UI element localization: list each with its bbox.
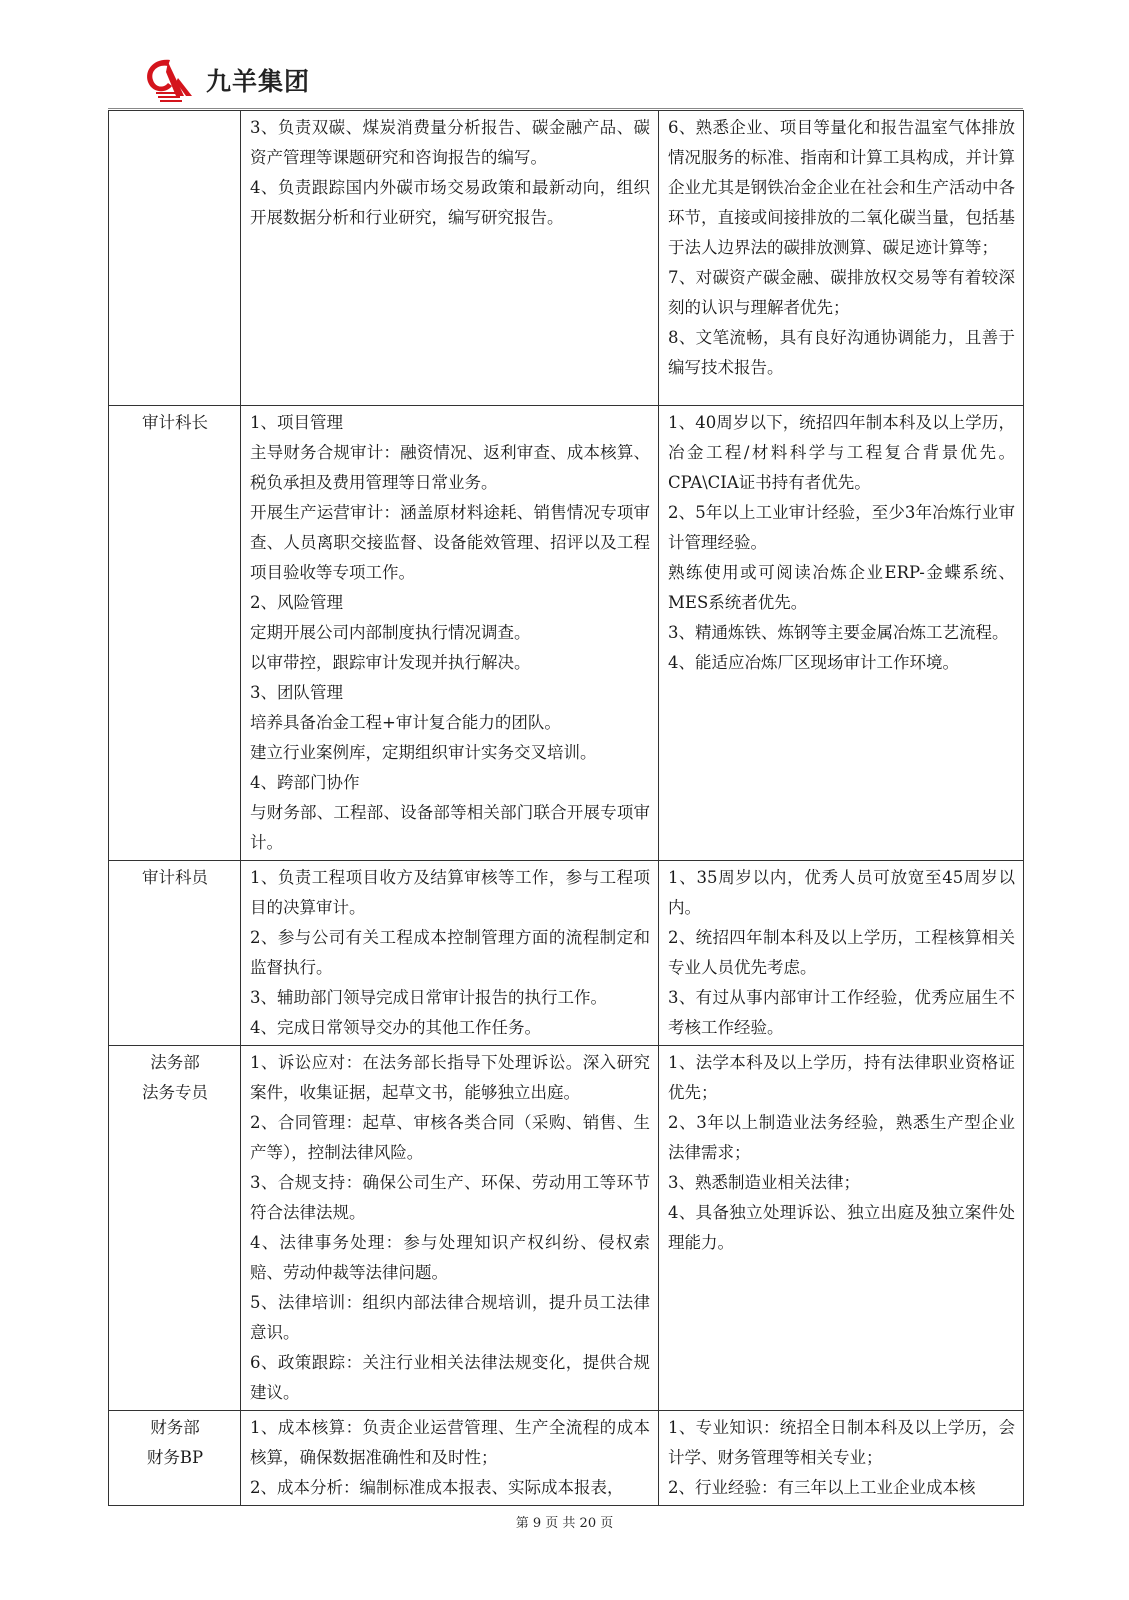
duties-cell bbox=[241, 1046, 659, 1411]
position-title: 法务专员 bbox=[142, 1083, 208, 1102]
duty-line: 5、法律培训：组织内部法律合规培训，提升员工法律意识。 bbox=[250, 1293, 650, 1342]
page-header bbox=[140, 52, 440, 102]
requirement-line: 3、精通炼铁、炼钢等主要金属冶炼工艺流程。 bbox=[668, 623, 1009, 642]
duty-line: 以审带控，跟踪审计发现并执行解决。 bbox=[250, 653, 531, 672]
duties-cell bbox=[241, 406, 659, 861]
requirement-line: 1、35周岁以内，优秀人员可放宽至45周岁以内。 bbox=[668, 868, 1015, 917]
duty-line: 3、团队管理 bbox=[250, 683, 343, 702]
duty-line: 2、成本分析：编制标准成本报表、实际成本报表， bbox=[250, 1478, 624, 1497]
requirement-line: 2、3年以上制造业法务经验，熟悉生产型企业法律需求； bbox=[668, 1113, 1015, 1162]
duty-line: 4、法律事务处理：参与处理知识产权纠纷、侵权索赔、劳动仲裁等法律问题。 bbox=[250, 1233, 650, 1282]
duty-line: 2、风险管理 bbox=[250, 593, 343, 612]
duty-line: 1、诉讼应对：在法务部长指导下处理诉讼。深入研究案件，收集证据，起草文书，能够独立出庭。 bbox=[250, 1053, 650, 1102]
duty-line: 2、参与公司有关工程成本控制管理方面的流程制定和监督执行。 bbox=[250, 928, 650, 977]
header-divider bbox=[108, 108, 1023, 109]
table-row bbox=[109, 1411, 1024, 1506]
position-title-cell bbox=[109, 1411, 241, 1506]
requirement-line: 2、统招四年制本科及以上学历，工程核算相关专业人员优先考虑。 bbox=[668, 928, 1015, 977]
duty-line: 定期开展公司内部制度执行情况调查。 bbox=[250, 623, 531, 642]
duty-line: 培养具备冶金工程+审计复合能力的团队。 bbox=[250, 713, 561, 732]
requirement-line: 1、专业知识：统招全日制本科及以上学历，会计学、财务管理等相关专业； bbox=[668, 1418, 1015, 1467]
position-title: 财务BP bbox=[146, 1448, 204, 1467]
duty-line: 建立行业案例库，定期组织审计实务交叉培训。 bbox=[250, 743, 597, 762]
requirement-line: 2、5年以上工业审计经验，至少3年冶炼行业审计管理经验。 bbox=[668, 503, 1015, 552]
duty-line: 4、完成日常领导交办的其他工作任务。 bbox=[250, 1018, 541, 1037]
table-row bbox=[109, 1046, 1024, 1411]
requirement-line: 4、具备独立处理诉讼、独立出庭及独立案件处理能力。 bbox=[668, 1203, 1015, 1252]
duty-line: 3、辅助部门领导完成日常审计报告的执行工作。 bbox=[250, 988, 607, 1007]
duty-line: 2、合同管理：起草、审核各类合同（采购、销售、生产等），控制法律风险。 bbox=[250, 1113, 650, 1162]
requirements-cell bbox=[659, 1046, 1024, 1411]
company-name: 九羊集团 bbox=[206, 67, 311, 96]
requirement-line: 2、行业经验：有三年以上工业企业成本核 bbox=[668, 1478, 976, 1497]
department-name: 财务部 bbox=[150, 1418, 200, 1437]
position-title-cell bbox=[109, 1046, 241, 1411]
requirement-line: 1、法学本科及以上学历，持有法律职业资格证优先； bbox=[668, 1053, 1015, 1102]
department-name: 法务部 bbox=[150, 1053, 200, 1072]
position-title-cell bbox=[109, 111, 241, 406]
duty-line: 主导财务合规审计：融资情况、返利审查、成本核算、税负承担及费用管理等日常业务。 bbox=[250, 443, 650, 492]
duty-line: 3、负责双碳、煤炭消费量分析报告、碳金融产品、碳资产管理等课题研究和咨询报告的编写。 bbox=[250, 118, 650, 167]
page-number: 第 9 页 共 20 页 bbox=[515, 1516, 614, 1531]
duty-line: 6、政策跟踪：关注行业相关法律法规变化，提供合规建议。 bbox=[250, 1353, 650, 1402]
requirement-line: 7、对碳资产碳金融、碳排放权交易等有着较深刻的认识与理解者优先； bbox=[668, 268, 1015, 317]
duty-line: 4、跨部门协作 bbox=[250, 773, 360, 792]
position-title-cell bbox=[109, 861, 241, 1046]
duty-line: 1、成本核算：负责企业运营管理、生产全流程的成本核算，确保数据准确性和及时性； bbox=[250, 1418, 650, 1467]
requirement-line: 熟练使用或可阅读冶炼企业ERP-金蝶系统、MES系统者优先。 bbox=[668, 563, 1015, 612]
duty-line: 1、负责工程项目收方及结算审核等工作，参与工程项目的决算审计。 bbox=[250, 868, 650, 917]
requirement-line: 3、有过从事内部审计工作经验，优秀应届生不考核工作经验。 bbox=[668, 988, 1015, 1037]
duty-line: 开展生产运营审计：涵盖原材料途耗、销售情况专项审查、人员离职交接监督、设备能效管理、招评以及工程项目验收等专项工作。 bbox=[250, 503, 650, 582]
duty-line: 4、负责跟踪国内外碳市场交易政策和最新动向，组织开展数据分析和行业研究，编写研究报告。 bbox=[250, 178, 650, 227]
position-title: 审计科长 bbox=[142, 413, 208, 432]
requirement-line: 8、文笔流畅，具有良好沟通协调能力，且善于编写技术报告。 bbox=[668, 328, 1015, 377]
duties-cell bbox=[241, 111, 659, 406]
duty-line: 1、项目管理 bbox=[250, 413, 343, 432]
table-row bbox=[109, 861, 1024, 1046]
requirements-cell bbox=[659, 406, 1024, 861]
duties-cell bbox=[241, 861, 659, 1046]
duty-line: 与财务部、工程部、设备部等相关部门联合开展专项审计。 bbox=[250, 803, 650, 852]
duty-line: 3、合规支持：确保公司生产、环保、劳动用工等环节符合法律法规。 bbox=[250, 1173, 650, 1222]
requirements-cell bbox=[659, 1411, 1024, 1506]
requirement-line: 1、40周岁以下，统招四年制本科及以上学历，冶金工程/材料科学与工程复合背景优先。CPA\CIA证书持有者优先。 bbox=[668, 413, 1015, 492]
position-title: 审计科员 bbox=[142, 868, 208, 887]
requirement-line: 4、能适应冶炼厂区现场审计工作环境。 bbox=[668, 653, 959, 672]
requirements-cell bbox=[659, 111, 1024, 406]
jiuyang-logo-icon bbox=[140, 52, 204, 102]
table-row bbox=[109, 406, 1024, 861]
position-title-cell bbox=[109, 406, 241, 861]
requirements-cell bbox=[659, 861, 1024, 1046]
recruitment-table bbox=[108, 110, 1024, 1506]
table-row bbox=[109, 111, 1024, 406]
duties-cell bbox=[241, 1411, 659, 1506]
requirement-line: 3、熟悉制造业相关法律； bbox=[668, 1173, 860, 1192]
requirement-line: 6、熟悉企业、项目等量化和报告温室气体排放情况服务的标准、指南和计算工具构成，并计算企业尤其是钢铁冶金企业在社会和生产活动中各环节，直接或间接排放的二氧化碳当量，包括基于法人边界法的碳排放测算、碳足迹计算等； bbox=[668, 118, 1015, 257]
